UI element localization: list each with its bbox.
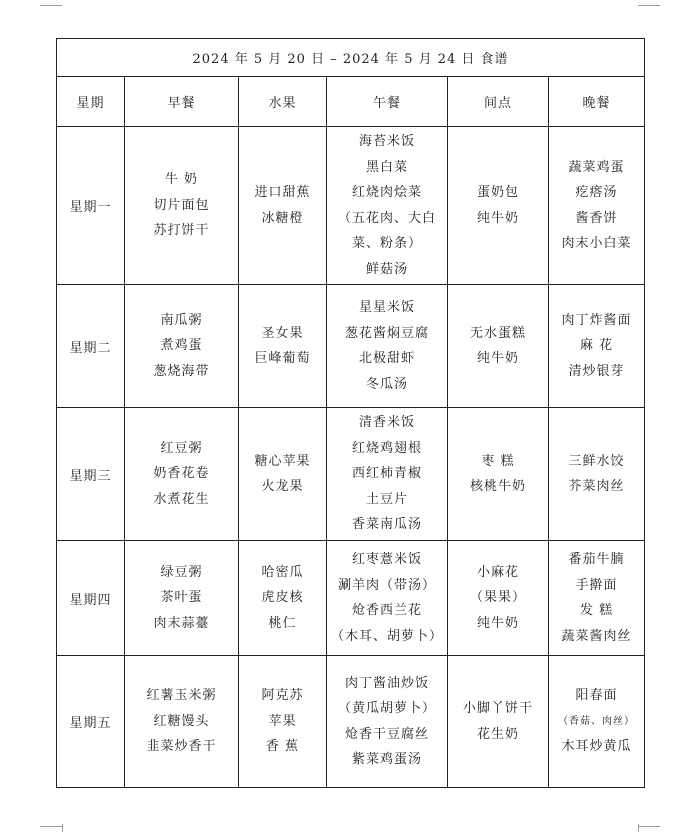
header-fruit: 水果 bbox=[239, 77, 327, 127]
menu-item: 韭菜炒香干 bbox=[146, 739, 217, 755]
menu-item: 紫菜鸡蛋汤 bbox=[351, 752, 422, 767]
menu-item: 水煮花生 bbox=[153, 491, 210, 507]
dinner-cell bbox=[549, 656, 645, 788]
menu-item: 麻 花 bbox=[579, 338, 614, 354]
day-row-friday bbox=[57, 656, 645, 788]
snack-cell bbox=[448, 285, 549, 408]
day-row-monday bbox=[57, 127, 645, 285]
menu-item: 冰糖橙 bbox=[261, 210, 304, 226]
dinner-cell bbox=[549, 285, 645, 408]
lunch-cell bbox=[327, 285, 448, 408]
menu-item: 枣 糕 bbox=[481, 453, 515, 469]
day-row-tuesday bbox=[57, 285, 645, 408]
menu-item: 肉丁炸酱面 bbox=[561, 312, 632, 328]
menu-item: 绿豆粥 bbox=[160, 564, 203, 580]
snack-cell bbox=[448, 656, 549, 788]
header-row bbox=[57, 77, 645, 127]
breakfast-cell bbox=[125, 408, 239, 541]
header-dinner: 晚餐 bbox=[549, 77, 645, 127]
menu-item: 小脚丫饼干 bbox=[462, 701, 533, 716]
menu-item: 海苔米饭 bbox=[358, 134, 415, 149]
menu-item: 红枣薏米饭 bbox=[351, 552, 422, 567]
menu-item: 肉末蒜薹 bbox=[153, 615, 210, 631]
menu-item: 三鲜水饺 bbox=[568, 453, 625, 469]
menu-item: 蔬菜酱肉丝 bbox=[561, 628, 632, 644]
menu-item-note: （香菇、肉丝） bbox=[558, 715, 636, 727]
crop-mark-top-right bbox=[638, 5, 660, 6]
menu-item: 土豆片 bbox=[365, 491, 408, 507]
menu-item: 肉末小白菜 bbox=[561, 236, 632, 251]
menu-item: 涮羊肉（带汤） bbox=[337, 577, 436, 593]
menu-item: 巨峰葡萄 bbox=[254, 351, 311, 366]
menu-title: 2024 年 5 月 20 日 – 2024 年 5 月 24 日 食谱 bbox=[57, 39, 645, 77]
menu-item: 手擀面 bbox=[575, 577, 618, 593]
menu-item: 纯牛奶 bbox=[476, 351, 519, 366]
header-day: 星期 bbox=[57, 77, 125, 127]
header-breakfast: 早餐 bbox=[125, 77, 239, 127]
menu-item: 肉丁酱油炒饭 bbox=[344, 675, 429, 691]
menu-item: 炝香干豆腐丝 bbox=[344, 726, 429, 742]
fruit-cell bbox=[239, 541, 327, 656]
menu-item: 小麻花 bbox=[476, 564, 519, 580]
menu-item: 蔬菜鸡蛋 bbox=[568, 159, 625, 175]
menu-item: （黄瓜胡萝卜） bbox=[337, 701, 436, 716]
menu-item: 香菜南瓜汤 bbox=[351, 517, 422, 533]
day-row-wednesday bbox=[57, 408, 645, 541]
menu-item: 香 蕉 bbox=[265, 739, 300, 755]
menu-item: 红烧鸡翅根 bbox=[351, 440, 422, 456]
menu-item: 苹果 bbox=[268, 713, 297, 729]
menu-item: 鲜菇汤 bbox=[365, 261, 408, 277]
fruit-cell bbox=[239, 408, 327, 541]
snack-cell bbox=[448, 541, 549, 656]
menu-item: 酱香饼 bbox=[575, 210, 618, 226]
day-label: 星期二 bbox=[57, 285, 125, 408]
menu-item: 葱烧海带 bbox=[153, 363, 210, 379]
menu-item: 哈密瓜 bbox=[261, 564, 304, 580]
lunch-cell bbox=[327, 408, 448, 541]
menu-item: 清香米饭 bbox=[358, 415, 415, 431]
menu-item: 红烧肉烩菜 bbox=[351, 185, 422, 200]
menu-item: 西红柿青椒 bbox=[351, 466, 422, 482]
weekly-menu-table bbox=[56, 38, 645, 788]
menu-item: 疙瘩汤 bbox=[575, 185, 618, 200]
crop-mark-bottom-right-vertical bbox=[638, 824, 639, 832]
menu-item: （五花肉、大白 bbox=[337, 210, 436, 226]
menu-item: 煮鸡蛋 bbox=[160, 338, 203, 354]
menu-item: 木耳炒黄瓜 bbox=[561, 739, 632, 755]
menu-item: 芥菜肉丝 bbox=[568, 479, 625, 494]
fruit-cell bbox=[239, 285, 327, 408]
lunch-cell bbox=[327, 541, 448, 656]
breakfast-cell bbox=[125, 285, 239, 408]
menu-item: 火龙果 bbox=[261, 479, 304, 494]
menu-item: 纯牛奶 bbox=[476, 615, 519, 631]
breakfast-cell bbox=[125, 127, 239, 285]
lunch-cell bbox=[327, 127, 448, 285]
header-lunch: 午餐 bbox=[327, 77, 448, 127]
menu-item: 牛 奶 bbox=[164, 172, 199, 188]
menu-item: 茶叶蛋 bbox=[160, 590, 203, 606]
menu-item: 切片面包 bbox=[153, 197, 210, 213]
header-snack: 间点 bbox=[448, 77, 549, 127]
crop-mark-bottom-left-vertical bbox=[62, 824, 63, 832]
crop-mark-bottom-right bbox=[638, 826, 660, 827]
menu-item: 番茄牛腩 bbox=[568, 552, 625, 567]
menu-item: 葱花酱焖豆腐 bbox=[344, 325, 429, 341]
menu-item: 纯牛奶 bbox=[476, 210, 519, 226]
crop-mark-bottom-left bbox=[40, 826, 62, 827]
menu-item: 阿克苏 bbox=[261, 688, 304, 704]
menu-item: 清炒银芽 bbox=[568, 363, 625, 379]
crop-mark-top-left bbox=[40, 5, 62, 6]
menu-item: 奶香花卷 bbox=[153, 466, 210, 482]
menu-item: 桃仁 bbox=[268, 615, 297, 631]
menu-item: 苏打饼干 bbox=[153, 223, 210, 239]
menu-item: 糖心苹果 bbox=[254, 453, 311, 469]
dinner-cell bbox=[549, 541, 645, 656]
menu-item: 核桃牛奶 bbox=[469, 479, 526, 494]
menu-item: 红糖馒头 bbox=[153, 713, 210, 729]
snack-cell bbox=[448, 127, 549, 285]
snack-cell bbox=[448, 408, 549, 541]
day-label: 星期三 bbox=[57, 408, 125, 541]
lunch-cell bbox=[327, 656, 448, 788]
menu-item: 冬瓜汤 bbox=[365, 376, 408, 392]
menu-item: 红薯玉米粥 bbox=[146, 688, 217, 704]
day-label: 星期一 bbox=[57, 127, 125, 285]
day-label: 星期四 bbox=[57, 541, 125, 656]
menu-item: 虎皮核 bbox=[261, 590, 304, 606]
breakfast-cell bbox=[125, 541, 239, 656]
menu-item: 菜、粉条） bbox=[351, 236, 422, 251]
menu-item: 炝香西兰花 bbox=[351, 603, 422, 618]
menu-item: 发 糕 bbox=[579, 603, 614, 618]
fruit-cell bbox=[239, 656, 327, 788]
menu-item: 北极甜虾 bbox=[358, 351, 415, 366]
menu-item: 阳春面 bbox=[575, 688, 618, 704]
menu-item: 蛋奶包 bbox=[476, 185, 519, 200]
menu-item: 进口甜蕉 bbox=[254, 185, 311, 200]
menu-item: 黑白菜 bbox=[365, 159, 408, 175]
menu-item: 花生奶 bbox=[476, 726, 519, 742]
fruit-cell bbox=[239, 127, 327, 285]
menu-item: （果果） bbox=[469, 590, 526, 606]
menu-item: 无水蛋糕 bbox=[469, 325, 526, 341]
menu-item: 星星米饭 bbox=[358, 300, 415, 315]
dinner-cell bbox=[549, 408, 645, 541]
day-label: 星期五 bbox=[57, 656, 125, 788]
day-row-thursday bbox=[57, 541, 645, 656]
menu-item: 红豆粥 bbox=[160, 440, 203, 456]
dinner-cell bbox=[549, 127, 645, 285]
menu-item: 南瓜粥 bbox=[160, 312, 203, 328]
breakfast-cell bbox=[125, 656, 239, 788]
menu-item: 圣女果 bbox=[261, 325, 304, 341]
menu-item: （木耳、胡萝卜） bbox=[330, 628, 443, 644]
